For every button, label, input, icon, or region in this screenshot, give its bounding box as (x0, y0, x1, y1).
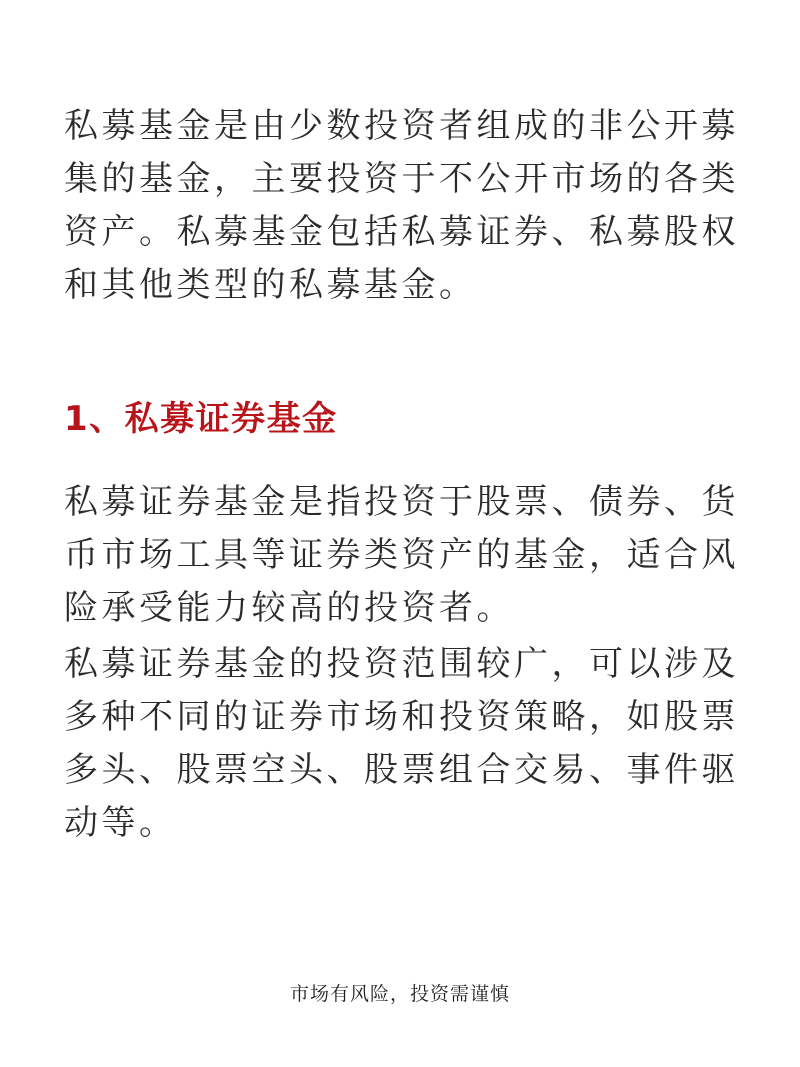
section-paragraph-1: 私募证券基金是指投资于股票、债券、货币市场工具等证券类资产的基金，适合风险承受能力较高的投资者。 (64, 482, 739, 628)
section-paragraph-2: 私募证券基金的投资范围较广，可以涉及多种不同的证券市场和投资策略，如股票多头、股票空头、股票组合交易、事件驱动等。 (64, 644, 739, 843)
intro-paragraph: 私募基金是由少数投资者组成的非公开募集的基金，主要投资于不公开市场的各类资产。私募基金包括私募证券、私募股权和其他类型的私募基金。 (64, 106, 739, 305)
risk-disclaimer: 市场有风险，投资需谨慎 (289, 983, 510, 1005)
section-title: 1、私募证券基金 (64, 399, 338, 439)
